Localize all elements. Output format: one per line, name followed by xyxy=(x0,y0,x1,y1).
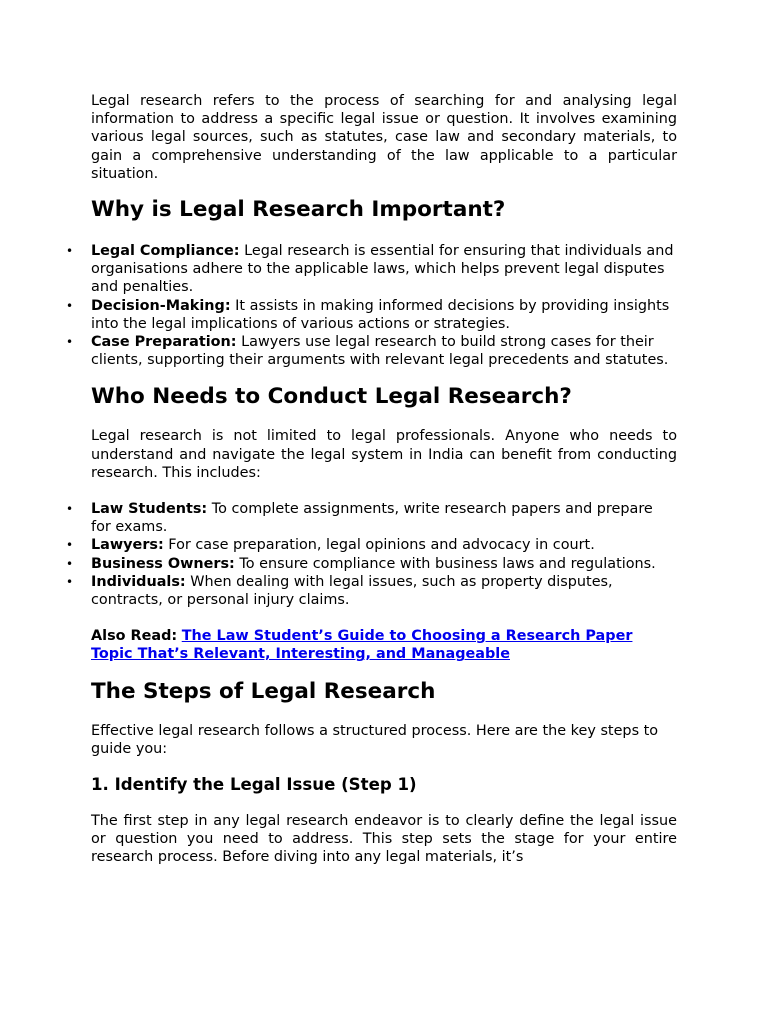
steps-intro-paragraph: Effective legal research follows a structured process. Here are the key steps to guide you: xyxy=(91,722,659,757)
bullet-icon: • xyxy=(66,574,74,589)
list-item xyxy=(66,297,677,333)
also-read xyxy=(91,627,677,663)
item-label: Decision-Making: xyxy=(91,297,231,314)
also-read-link[interactable]: The Law Student’s Guide to Choosing a Research Paper Topic That’s Relevant, Interesting, and Manageable xyxy=(91,628,633,663)
item-label: Law Students: xyxy=(91,501,208,518)
why-heading: Why is Legal Research Important? xyxy=(91,197,506,223)
also-read-label: Also Read: xyxy=(91,628,178,645)
item-text: To complete assignments, write research papers and prepare for exams. xyxy=(91,501,653,536)
why-list xyxy=(66,242,677,369)
bullet-icon: • xyxy=(66,335,74,350)
item-label: Case Preparation: xyxy=(91,334,237,351)
list-item xyxy=(66,500,677,536)
article-body xyxy=(66,92,677,867)
list-item xyxy=(66,555,677,573)
item-text: For case preparation, legal opinions and advocacy in court. xyxy=(163,537,595,554)
who-heading: Who Needs to Conduct Legal Research? xyxy=(91,384,572,410)
item-text: It assists in making informed decisions by providing insights into the legal implications of various actions or strategies. xyxy=(91,297,670,332)
bullet-icon: • xyxy=(66,502,74,517)
bullet-icon: • xyxy=(66,298,74,313)
item-text: Legal research is essential for ensuring that individuals and organisations adhere to the applicable laws, which helps prevent legal disputes and penalties. xyxy=(91,243,674,296)
step1-paragraph: The first step in any legal research endeavor is to clearly define the legal issue or question you need to address. This step sets the stage for your entire research process. Before diving into any legal materials, it’s xyxy=(91,813,677,866)
list-item xyxy=(66,536,677,554)
steps-heading: The Steps of Legal Research xyxy=(91,678,436,704)
list-item xyxy=(66,333,677,369)
intro-paragraph: Legal research refers to the process of searching for and analysing legal information to address a specific legal issue or question. It involves examining various legal sources, such as statutes, case law and secondary materials, to gain a comprehensive understanding of the law applicable to a particular situation. xyxy=(91,93,677,182)
item-text: Lawyers use legal research to build strong cases for their clients, supporting their arguments with relevant legal precedents and statutes. xyxy=(91,334,669,369)
item-label: Lawyers: xyxy=(91,537,164,554)
bullet-icon: • xyxy=(66,244,74,259)
item-label: Business Owners: xyxy=(91,555,235,572)
who-list xyxy=(66,500,677,609)
list-item xyxy=(66,242,677,297)
list-item xyxy=(66,573,677,609)
step1-heading: 1. Identify the Legal Issue (Step 1) xyxy=(91,775,417,795)
item-text: When dealing with legal issues, such as property disputes, contracts, or personal injury claims. xyxy=(91,573,613,609)
item-text: To ensure compliance with business laws and regulations. xyxy=(234,555,656,572)
item-label: Legal Compliance: xyxy=(91,243,240,260)
bullet-icon: • xyxy=(66,538,74,553)
bullet-icon: • xyxy=(66,556,74,571)
item-label: Individuals: xyxy=(91,573,186,590)
who-intro-paragraph: Legal research is not limited to legal professionals. Anyone who needs to understand and navigate the legal system in India can benefit from conducting research. This includes: xyxy=(91,428,677,481)
